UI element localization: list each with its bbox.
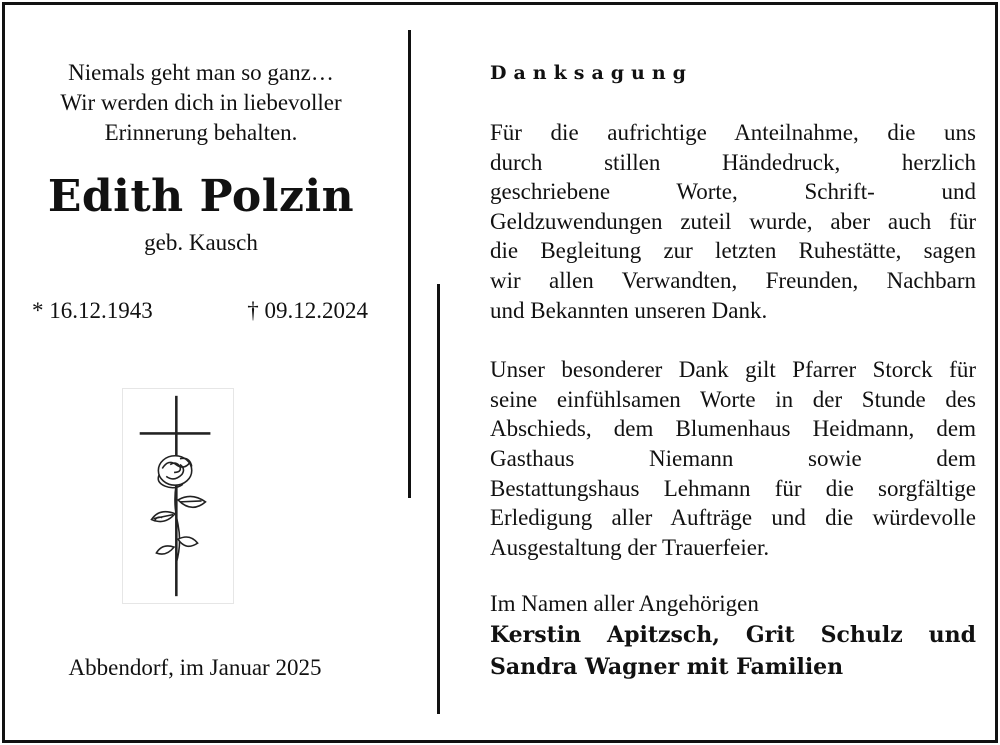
- signer-line: Kerstin Apitzsch, Grit Schulz und: [490, 622, 976, 648]
- text-line: Erledigung aller Aufträge und die würdevolle: [490, 505, 976, 531]
- left-column: [20, 58, 382, 258]
- motto: [20, 58, 382, 148]
- motto-line: Erinnerung behalten.: [104, 120, 298, 145]
- text-line: wir allen Verwandten, Freunden, Nachbarn: [490, 267, 976, 293]
- maiden-name: geb. Kausch: [144, 230, 258, 255]
- vertical-divider: [408, 30, 411, 498]
- text-line: geschriebene Worte, Schrift- und: [490, 179, 976, 205]
- heading: Danksagung: [490, 62, 693, 84]
- text-line: und Bekannten unseren Dank.: [490, 297, 768, 323]
- birth-date: * 16.12.1943: [32, 298, 153, 323]
- text-line: Unser besonderer Dank gilt Pfarrer Storck für: [490, 357, 976, 383]
- signers: [490, 619, 976, 683]
- thanks-paragraph-1: [490, 118, 976, 325]
- text-line: Für die aufrichtige Anteilnahme, die uns: [490, 120, 976, 145]
- vertical-divider: [437, 284, 440, 714]
- motto-line: Wir werden dich in liebevoller: [60, 90, 342, 115]
- signer-line: Sandra Wagner mit Familien: [490, 654, 844, 680]
- text-line: seine einfühlsamen Worte in der Stunde des: [490, 386, 976, 412]
- text-line: durch stillen Händedruck, herzlich: [490, 149, 976, 175]
- text-line: die Begleitung zur letzten Ruhestätte, sagen: [490, 238, 976, 264]
- right-column: [490, 58, 976, 562]
- text-line: Geldzuwendungen zuteil wurde, aber auch für: [490, 208, 976, 234]
- text-line: Abschieds, dem Blumenhaus Heidmann, dem: [490, 416, 976, 442]
- signature-intro: Im Namen aller Angehörigen: [490, 591, 759, 616]
- text-line: Bestattungshaus Lehmann für die sorgfältige: [490, 475, 976, 501]
- thanks-paragraph-2: [490, 355, 976, 562]
- cross-with-rose-icon: [122, 388, 234, 604]
- place-and-date: Abbendorf, im Januar 2025: [68, 655, 322, 680]
- text-line: Ausgestaltung der Trauerfeier.: [490, 534, 770, 560]
- text-line: Gasthaus Niemann sowie dem: [490, 445, 976, 471]
- motto-line: Niemals geht man so ganz…: [68, 60, 334, 85]
- death-date: † 09.12.2024: [247, 298, 368, 323]
- deceased-name: Edith Polzin: [47, 171, 355, 222]
